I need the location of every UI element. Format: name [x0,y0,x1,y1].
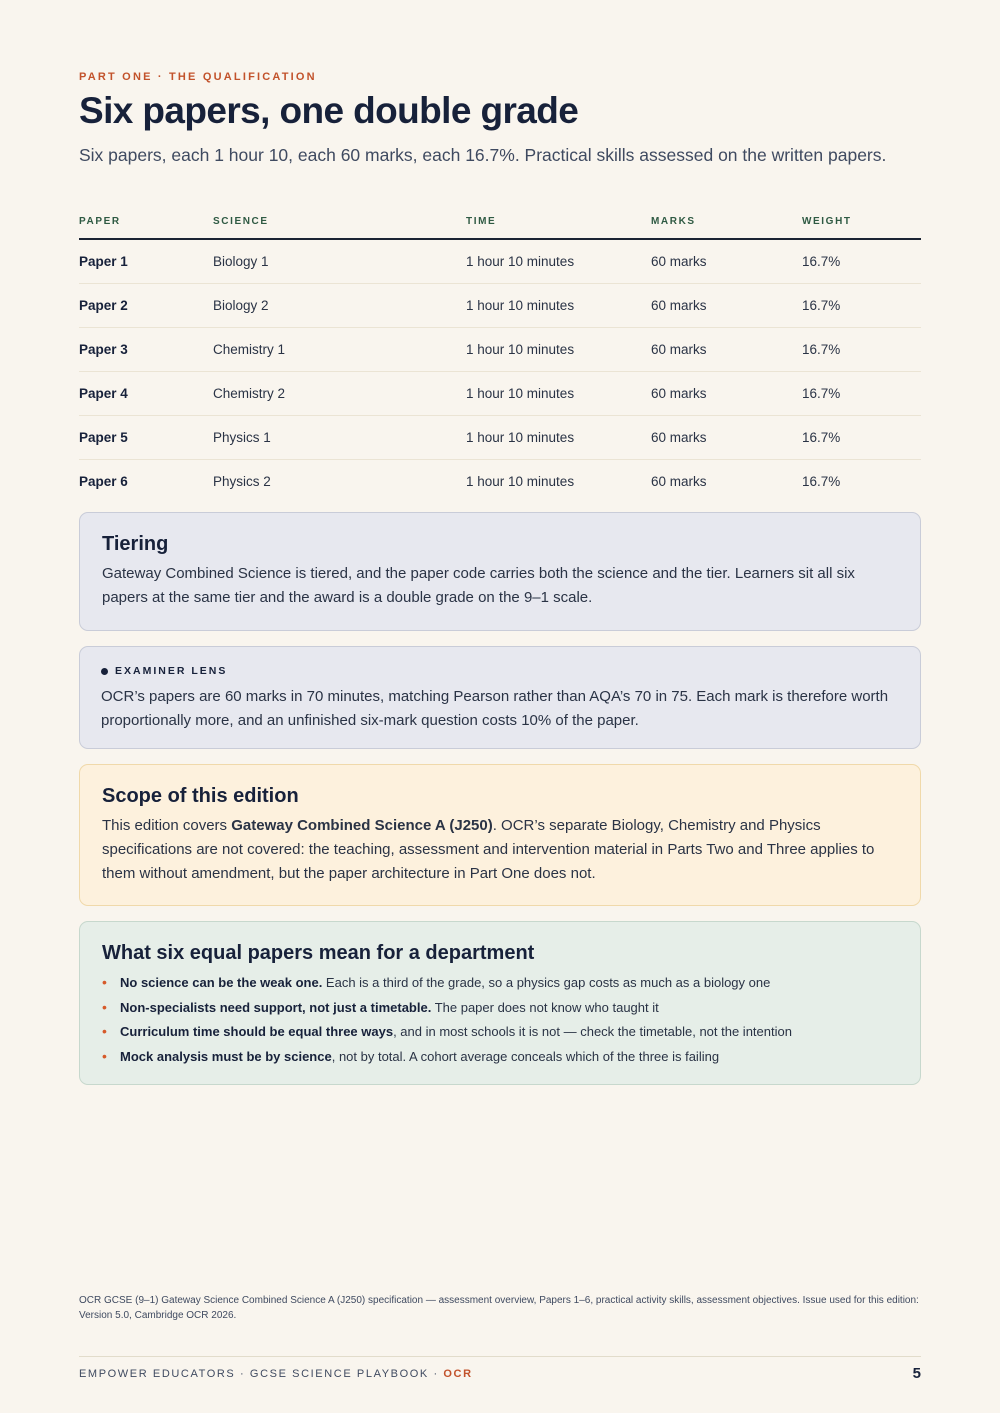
cell-time: 1 hour 10 minutes [466,416,651,460]
examiner-lens-callout [79,646,921,749]
examiner-lens-label [101,665,899,677]
column-header-marks: MARKS [651,213,802,239]
table-row [79,284,921,328]
cell-marks: 60 marks [651,328,802,372]
examiner-lens-body: OCR’s papers are 60 marks in 70 minutes, matching Pearson rather than AQA’s 70 in 75. Each mark is therefore worth proportionally more, and an unfinished six-mark question costs 10% of the paper. [101,688,889,729]
list-item-lead: Non-specialists need support, not just a timetable. [120,999,432,1015]
list-item-lead: Mock analysis must be by science [120,1048,332,1064]
list-item-text: , and in most schools it is not — check the timetable, not the intention [393,1024,792,1039]
table-row [79,239,921,284]
department-callout [79,921,921,1085]
column-header-weight: WEIGHT [802,213,921,239]
cell-science: Chemistry 2 [213,372,466,416]
source-note: OCR GCSE (9–1) Gateway Science Combined Science A (J250) specification — assessment overview, Papers 1–6, practical activity skills, assessment objectives. Issue used for this edition: Version 5.0, Cambridge OCR 2026. [79,1295,919,1321]
page-subtitle: Six papers, each 1 hour 10, each 60 marks, each 16.7%. Practical skills assessed on the written papers. [79,145,887,165]
department-list [102,971,898,1069]
cell-science: Physics 2 [213,474,271,489]
cell-time: 1 hour 10 minutes [466,328,651,372]
running-footer [79,1368,473,1380]
cell-marks: 60 marks [651,284,802,328]
column-header-paper: PAPER [79,213,213,239]
scope-callout [79,764,921,906]
cell-weight: 16.7% [802,284,921,328]
table-header-row [79,213,921,239]
tiering-body: Gateway Combined Science is tiered, and the paper code carries both the science and the tier. Learners sit all six papers at the same tier and the award is a double grade on the 9–1 scale. [102,565,855,606]
bullet-icon: • [102,1047,107,1064]
column-header-science: SCIENCE [213,213,466,239]
list-item [102,1020,898,1045]
cell-weight: 16.7% [802,416,921,460]
cell-time: 1 hour 10 minutes [466,372,651,416]
page-number: 5 [912,1365,921,1382]
cell-time: 1 hour 10 minutes [466,239,651,284]
cell-weight: 16.7% [802,474,841,489]
table-row [79,460,921,504]
scope-title: Scope of this edition [102,785,299,807]
cell-paper: Paper 5 [79,416,213,460]
cell-marks: 60 marks [651,416,802,460]
bullet-icon: • [102,998,107,1015]
page-title: Six papers, one double grade [79,90,579,131]
column-header-time: TIME [466,213,651,239]
list-item-text: , not by total. A cohort average conceals which of the three is failing [331,1048,720,1064]
cell-weight: 16.7% [802,239,921,284]
cell-weight: 16.7% [802,328,921,372]
tiering-callout [79,512,921,631]
cell-marks: 60 marks [651,372,802,416]
cell-paper: Paper 4 [79,372,213,416]
list-item [102,1045,898,1070]
cell-paper: Paper 3 [79,328,213,372]
cell-paper: Paper 1 [79,239,213,284]
footer-brand: OCR [443,1368,473,1380]
bullet-dot-icon [101,668,108,675]
papers-table [79,213,921,503]
scope-spec-name: Gateway Combined Science A (J250) [231,817,493,834]
table-row [79,328,921,372]
table-row [79,416,921,460]
cell-marks: 60 marks [651,474,707,489]
department-title: What six equal papers mean for a department [102,942,535,964]
list-item [102,996,898,1021]
cell-science: Biology 1 [213,239,466,284]
bullet-icon: • [102,974,107,990]
list-item-lead: No science can be the weak one. [120,975,323,990]
tiering-title: Tiering [102,533,169,555]
scope-body-rest: . OCR’s separate Biology, Chemistry and Physics specifications are not covered: the teaching, assessment and intervention material in Parts Two and Three applies to them without amendment, but the paper architecture in Part One does not. [102,817,875,882]
scope-body [102,814,898,886]
cell-paper: Paper 2 [79,284,213,328]
list-item-text: The paper does not know who taught it [431,999,659,1015]
list-item [102,971,898,996]
examiner-lens-label-text: EXAMINER LENS [115,665,228,677]
table-row [79,372,921,416]
cell-marks: 60 marks [651,239,802,284]
cell-science: Physics 1 [213,416,466,460]
cell-time: 1 hour 10 minutes [466,284,651,328]
section-kicker: PART ONE · THE QUALIFICATION [79,71,317,83]
cell-paper: Paper 6 [79,474,128,489]
footer-divider [79,1356,921,1357]
cell-time: 1 hour 10 minutes [466,474,575,489]
list-item-text: Each is a third of the grade, so a physics gap costs as much as a biology one [322,975,771,990]
list-item-lead: Curriculum time should be equal three ways [120,1024,394,1039]
scope-body-intro: This edition covers [102,817,232,834]
bullet-icon: • [102,1023,107,1039]
cell-weight: 16.7% [802,372,921,416]
cell-science: Biology 2 [213,284,466,328]
cell-science: Chemistry 1 [213,328,466,372]
footer-publication: EMPOWER EDUCATORS · GCSE SCIENCE PLAYBOOK · [79,1368,444,1380]
